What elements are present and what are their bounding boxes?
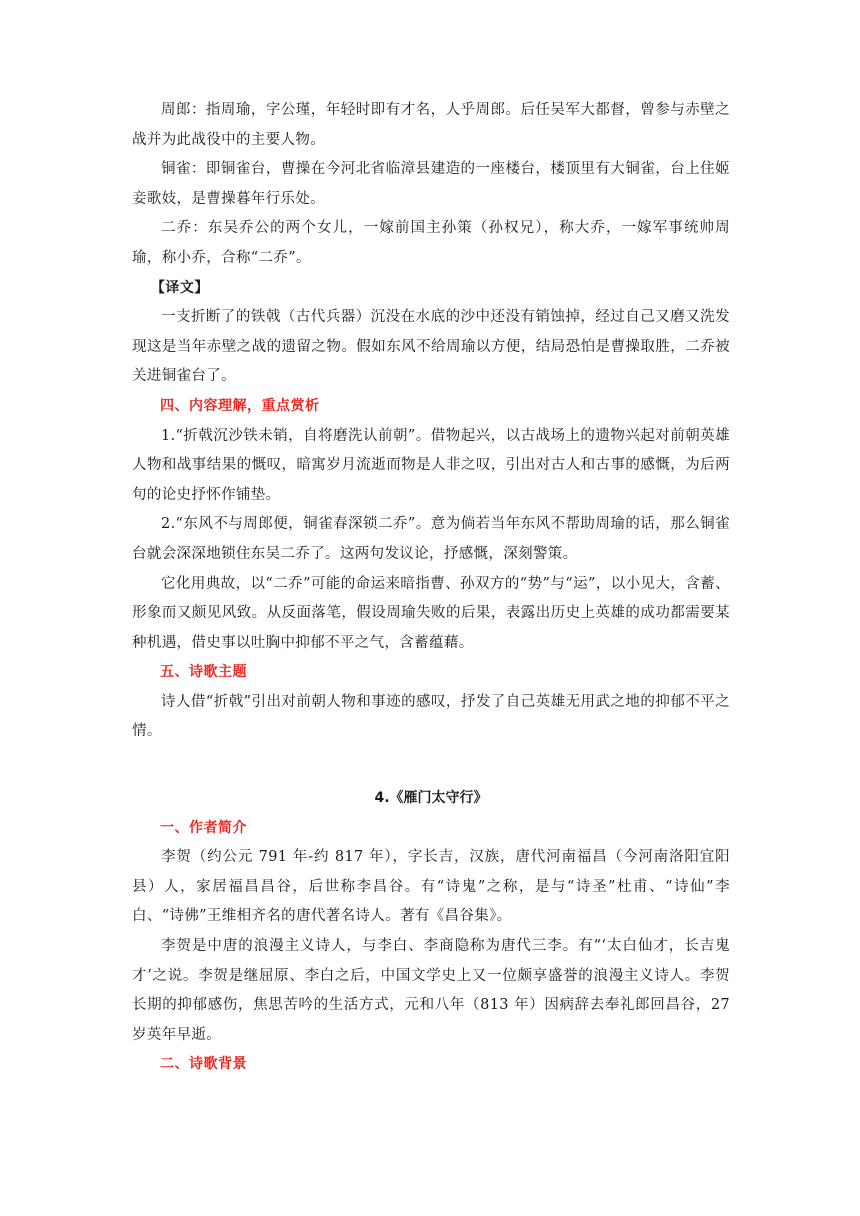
note-tongque: 铜雀：即铜雀台，曹操在今河北省临漳县建造的一座楼台，楼顶里有大铜雀，台上住姬妾歌妓，是曹操暮年行乐处。	[132, 161, 730, 207]
author-paragraph-2: 李贺是中唐的浪漫主义诗人，与李白、李商隐称为唐代三李。有“‘太白仙才，长吉鬼才’之说。李贺是继屈原、李白之后，中国文学史上又一位颇享盛誉的浪漫主义诗人。李贺长期的抑郁感伤，焦思苦吟的生活方式，元和八年（813 年）因病辞去奉礼郎回昌谷，27 岁英年早逝。	[132, 938, 730, 1043]
section5-heading: 五、诗歌主题	[160, 664, 247, 681]
section4-paragraph-2: 2.“东风不与周郎便，铜雀春深锁二乔”。意为倘若当年东风不帮助周瑜的话，那么铜雀台就会深深地锁住东吴二乔了。这两句发议论，抒感慨，深刻警策。	[132, 516, 730, 562]
background-heading: 二、诗歌背景	[160, 1056, 247, 1073]
section5-text: 诗人借“折戟”引出对前朝人物和事迹的感叹，抒发了自己英雄无用武之地的抑郁不平之情。	[132, 693, 730, 740]
section4-paragraph-3: 它化用典故，以“二乔”可能的命运来暗指曹、孙双方的“势”与“运”，以小见大，含蓄、形象而又颇见风致。从反面落笔，假设周瑜失败的后果，表露出历史上英雄的成功都需要某种机遇，借史事以吐胸中抑郁不平之气，含蓄蕴藉。	[132, 575, 730, 651]
section4-heading: 四、内容理解，重点赏析	[160, 397, 320, 414]
section4-paragraph-1: 1.“折戟沉沙铁未销，自将磨洗认前朝”。借物起兴，以古战场上的遗物兴起对前朝英雄人物和战事结果的慨叹，暗寓岁月流逝而物是人非之叹，引出对古人和古事的感慨，为后两句的论史抒怀作铺垫。	[132, 427, 730, 503]
author-heading: 一、作者简介	[160, 819, 247, 836]
document-page	[132, 96, 730, 1080]
note-zhoulang: 周郎：指周瑜，字公瑾，年轻时即有才名，人乎周郎。后任吴军大都督，曾参与赤壁之战并为此战役中的主要人物。	[132, 102, 730, 148]
translation-text: 一支折断了的铁戟（古代兵器）沉没在水底的沙中还没有销蚀掉，经过自己又磨又洗发现这是当年赤壁之战的遗留之物。假如东风不给周瑜以方便，结局恐怕是曹操取胜，二乔被关进铜雀台了。	[132, 309, 730, 385]
note-erqiao: 二乔：东吴乔公的两个女儿，一嫁前国主孙策（孙权兄），称大乔，一嫁军事统帅周瑜，称小乔，合称“二乔”。	[132, 220, 730, 266]
author-paragraph-1: 李贺（约公元 791 年-约 817 年），字长吉，汉族，唐代河南福昌（今河南洛阳宜阳县）人，家居福昌昌谷，后世称李昌谷。有“诗鬼”之称，是与“诗圣”杜甫、“诗仙”李白、“诗佛”王维相齐名的唐代著名诗人。著有《昌谷集》。	[132, 849, 730, 925]
translation-heading: 【译文】	[150, 279, 209, 296]
poem-title: 4.《雁门太守行》	[374, 790, 488, 807]
